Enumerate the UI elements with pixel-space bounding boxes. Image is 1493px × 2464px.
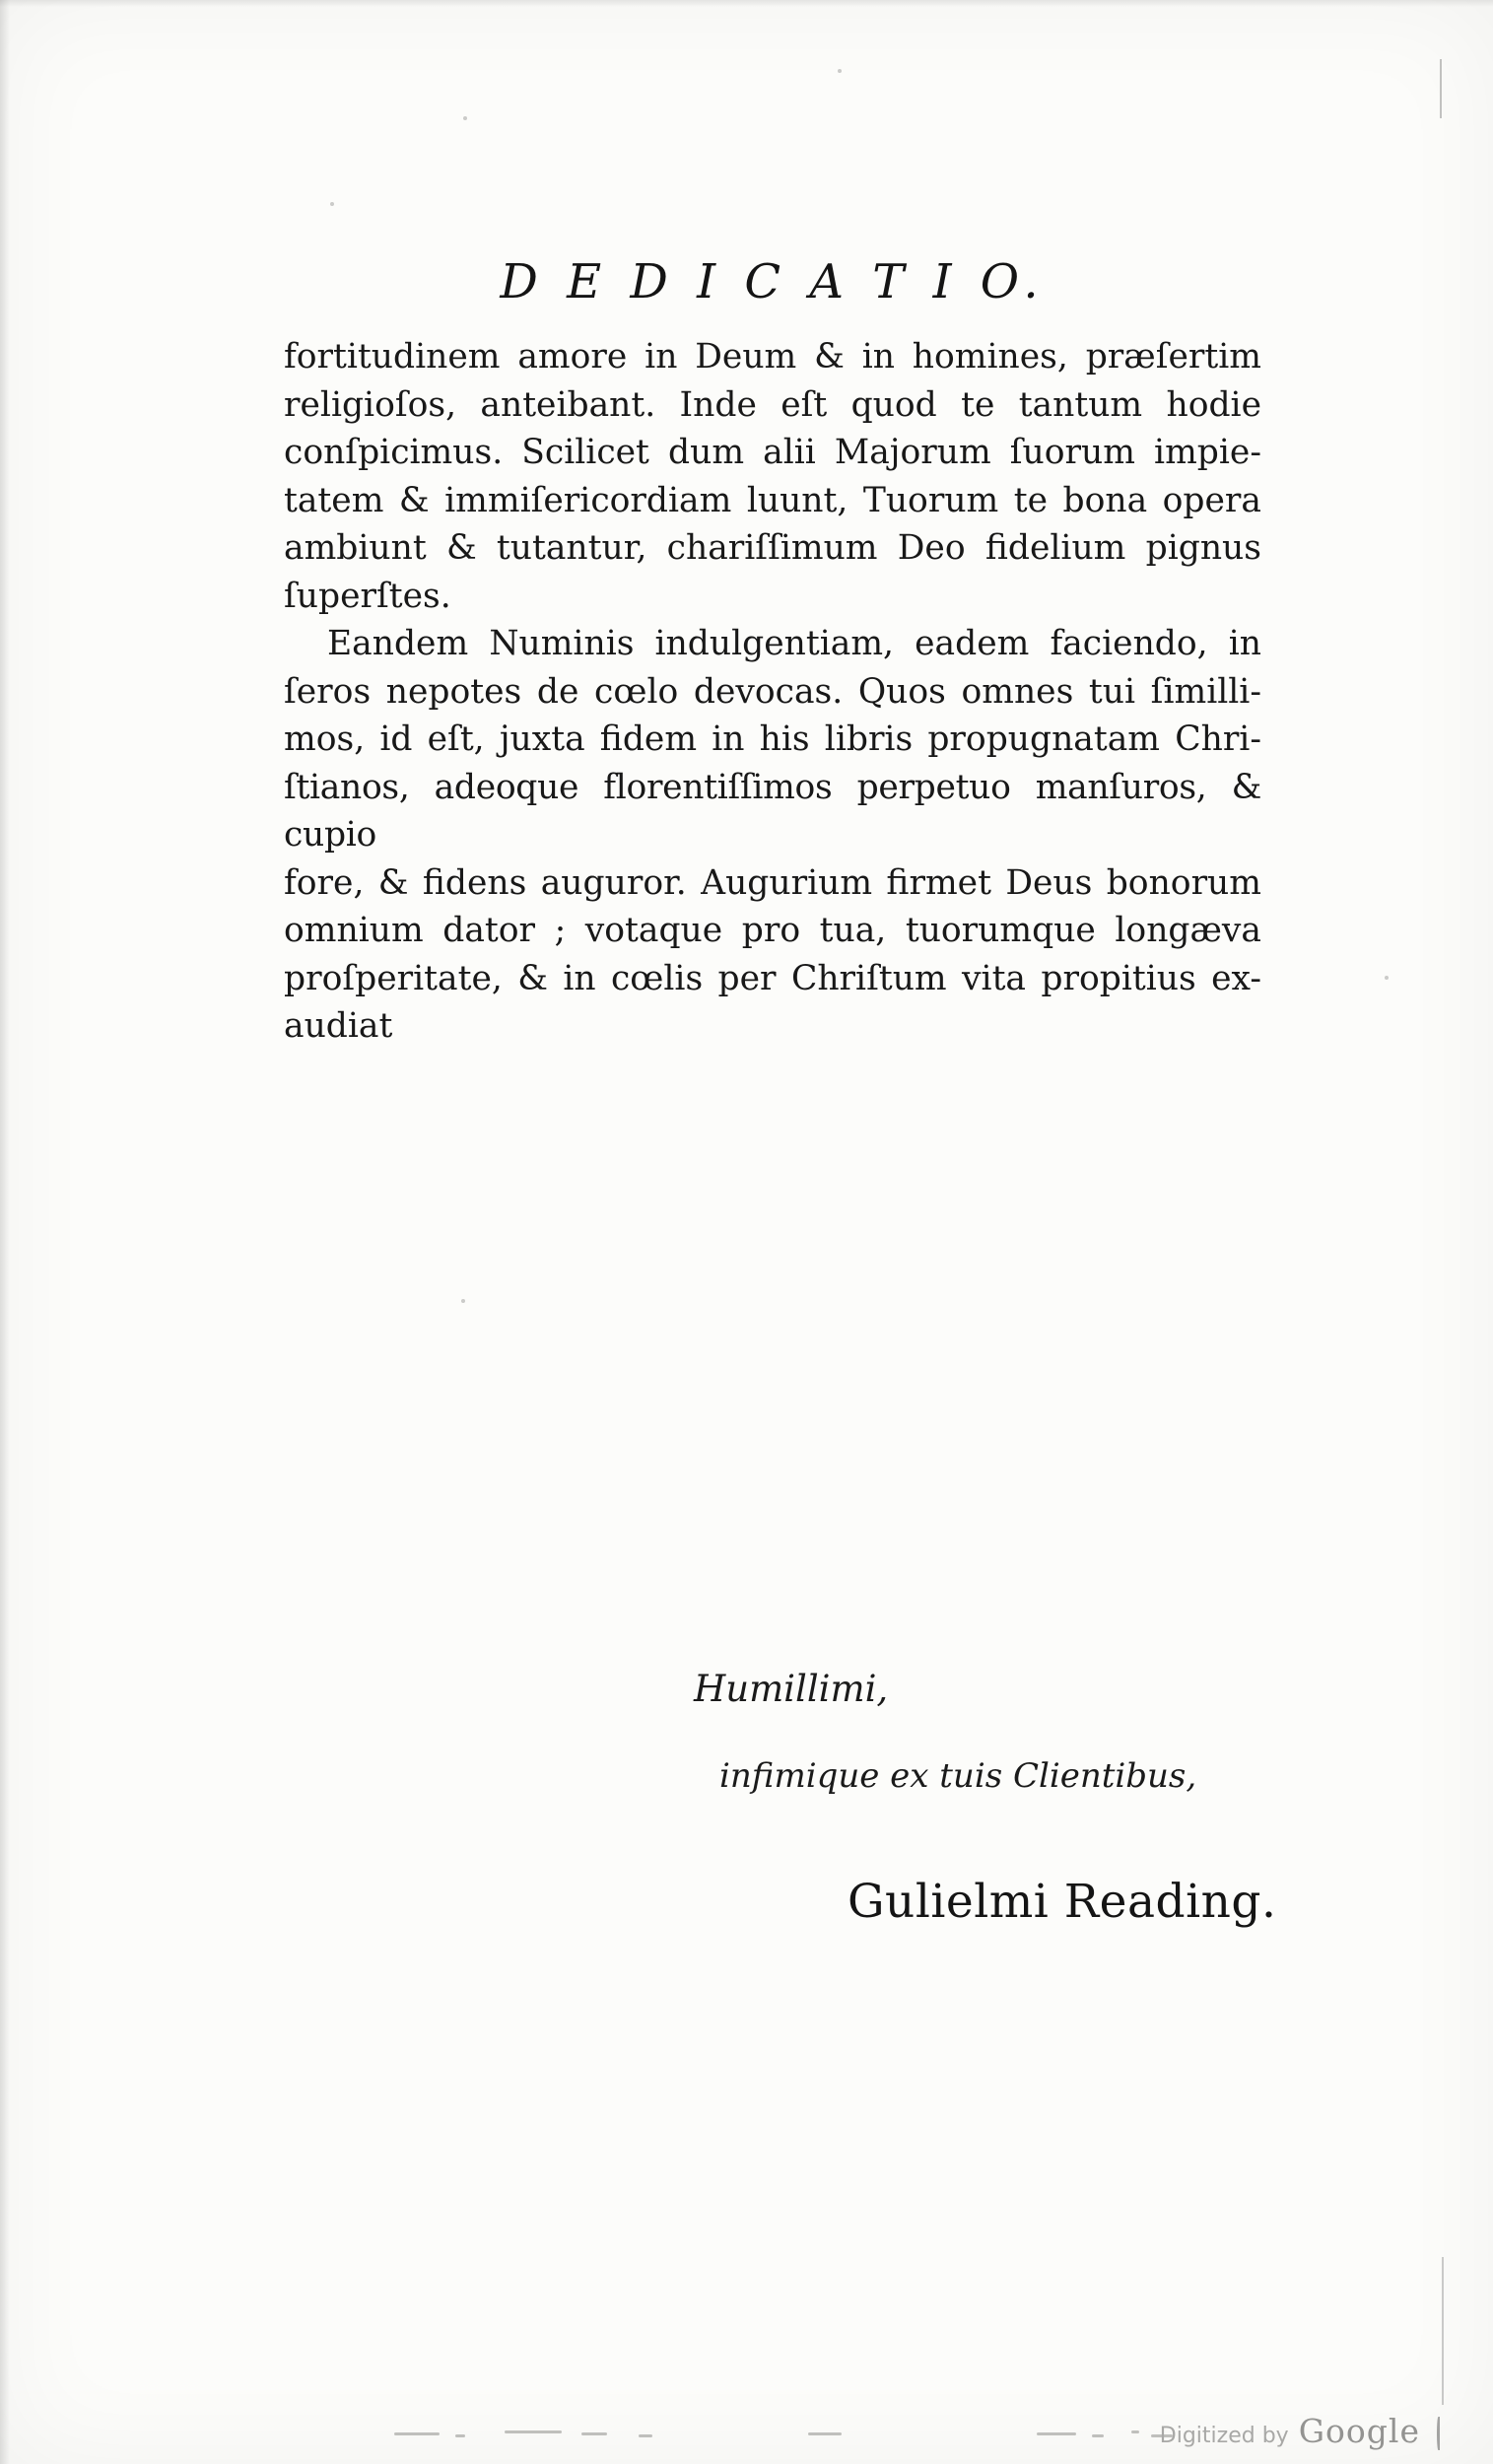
text-line: omnium dator ; votaque pro tua, tuorumque longæva: [284, 911, 1261, 950]
text-line: ſeros nepotes de cœlo devocas. Quos omnes tui ſimilli-: [284, 671, 1261, 712]
scan-artifact-dash: [1092, 2434, 1104, 2437]
scan-artifact-mark: [1437, 2417, 1440, 2450]
scan-artifact-speck: [463, 116, 467, 120]
scan-artifact-line: [1442, 2257, 1444, 2405]
signature-name: Gulielmi Reading.: [848, 1875, 1277, 1929]
scan-artifact-dash: [1037, 2432, 1076, 2435]
dedication-body: [284, 333, 1261, 1051]
scan-artifact-speck: [461, 1299, 465, 1303]
scan-artifact-dash: [639, 2434, 652, 2437]
text-line: audiat: [284, 1006, 393, 1046]
paragraph-1: [284, 333, 1261, 620]
scan-artifact-dash: [455, 2434, 465, 2437]
text-line: Eandem Numinis indulgentiam, eadem faciendo, in: [327, 624, 1261, 663]
text-line: mos, id eſt, juxta fidem in his libris propugnatam Chri-: [284, 719, 1261, 759]
scan-artifact-dash: [394, 2432, 440, 2435]
closing-line-clientibus: infimique ex tuis Clientibus,: [719, 1756, 1197, 1796]
text-line: fortitudinem amore in Deum & in homines, præſertim: [284, 337, 1261, 376]
text-line: ſuperſtes.: [284, 576, 451, 616]
text-line: fore, & fidens auguror. Augurium firmet Deus bonorum: [284, 862, 1261, 903]
digitized-by-watermark: [1160, 2412, 1420, 2450]
page-edge-shadow-top: [0, 0, 1493, 7]
text-line: ſtianos, adeoque florentiſſimos perpetuo manſuros, & cupio: [284, 767, 1261, 855]
scan-artifact-dash: [505, 2430, 562, 2433]
google-logo: Google: [1298, 2412, 1420, 2450]
page-title: D E D I C A T I O.: [500, 254, 1046, 309]
paragraph-2: [284, 620, 1261, 1051]
text-line: religioſos, anteibant. Inde eſt quod te tantum hodie: [284, 384, 1261, 425]
text-line: ambiunt & tutantur, chariſſimum Deo fidelium pignus: [284, 528, 1261, 568]
scan-artifact-line: [1440, 59, 1442, 118]
text-line: tatem & immiſericordiam luunt, Tuorum te bona opera: [284, 480, 1261, 520]
text-line: conſpicimus. Scilicet dum alii Majorum ſuorum impie-: [284, 433, 1261, 472]
scan-artifact-speck: [838, 69, 842, 73]
scan-artifact-dash: [581, 2432, 607, 2435]
scan-artifact-speck: [330, 202, 334, 206]
digitized-by-label: Digitized by: [1159, 2424, 1289, 2448]
closing-line-humillimi: Humillimi,: [694, 1668, 889, 1710]
scan-artifact-speck: [1385, 976, 1389, 980]
page-edge-shadow-left: [0, 0, 10, 2464]
scan-artifact-dash: [808, 2432, 842, 2435]
text-line: proſperitate, & in cœlis per Chriſtum vita propitius ex-: [284, 958, 1261, 998]
scan-artifact-dash: [1131, 2430, 1139, 2433]
